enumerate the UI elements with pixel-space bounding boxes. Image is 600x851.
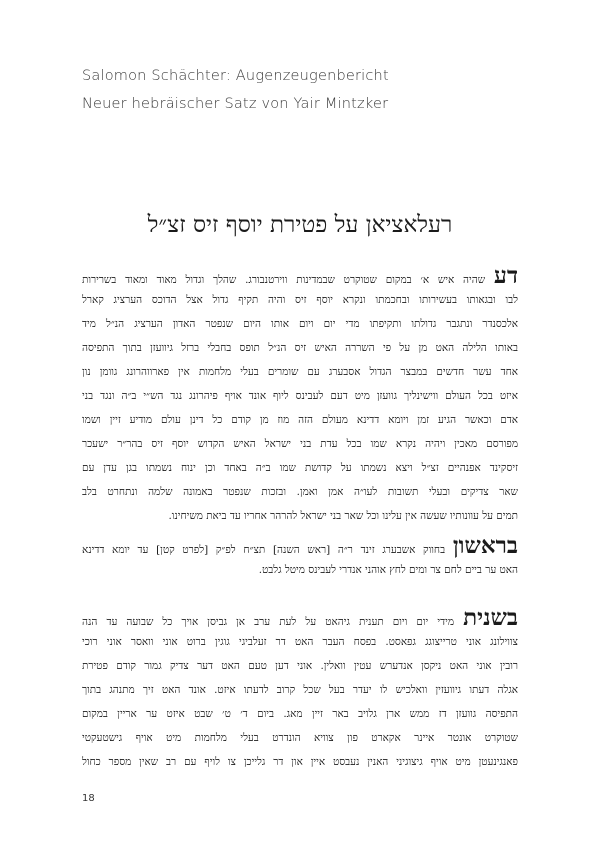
paragraph-1-line: באותו הלילה האט מן על פי השררה האיש זיס הנ״ל תופס בחבלי ברזל גיוועזן בתוך התפיסה	[82, 342, 518, 354]
paragraph-3	[82, 606, 518, 774]
paragraph-3-first-rest: מידי יום ויום תענית גיהאט על לעת ערב אן גביסן אויך כל שבועה עד הנה	[82, 616, 464, 628]
page-number: 18	[82, 793, 95, 804]
paragraph-3-line: פאנגינעטן מיט אויף גיצוגיני האנין נעבסט איין און דר גלייכן צו לויף עם רב שאין מספר כחול	[82, 756, 518, 768]
paragraph-1-line: מפורסם מאכין ויהיה נקרא שמו בכל עדת בני ישראל האיש הקדוש יוסף זיס בהר״ר ישעכר	[82, 438, 518, 450]
paragraph-2-line-last: האט ער ביים לחם צר ומים לחץ אוהני אנדרי לעבינס מיטל גלבט.	[258, 564, 518, 576]
paragraph-1-line: שאר צדיקים ובעלי תשובות לעו״ה אמן ואמן. ובזכות שנפטר באמונה שלמה ונתחרט בלב	[82, 486, 518, 498]
paragraph-3-line: אגלה דעתו גיוועזין וואלכיש לו יעדר בעל שכל קרוב לדעתו איזט. אונד האט זיך מתנהג בתוך	[82, 684, 518, 696]
paragraph-3-line: צווילונג אוני טרייצוגג גפאסט. בפסח העבר האט דר זעלביגי גוגין ברוט אוני וואסר אוני רוכי	[82, 636, 518, 648]
paragraph-1-line: איזט בכל העולם ווישינליך גוועזן מיט דעם לעבינס ליוף אונד אויף פיהרונג נגד הש״י ב״ה ונגד בני	[82, 390, 518, 402]
paragraph-3-line-first	[82, 606, 518, 630]
paragraph-1-line-last: תמים על עוונותיו שעשה אין עלינו וכל שאר בני ישראל להרהר אחריו עד ביאת משיחינו.	[168, 510, 518, 522]
paragraph-3-line: רובין אוני האט ניקסן אנדערש עטין וואלין. אוני דען טעם האט דער צדיק גמור קודם פטירת	[82, 660, 518, 672]
paragraph-3-lead-word: בשנית	[463, 606, 518, 630]
paragraph-1-line: לבו ובגאותו בעשירותו ובחכמתו ונקרא יוסף זיס והיה תקיף גדול אצל הדוכס הערציג קארל	[82, 294, 518, 306]
running-header	[82, 62, 389, 118]
paragraph-1-line: אלכסנדר ונתגבר גדולתו ותקיפתו מדי יום ויום אותו היום שנפטר האדון הערציג הנ״ל מיד	[82, 318, 518, 330]
section-title: רעלאציאן על פטירת יוסף זיס זצ״ל	[147, 212, 453, 238]
paragraph-3-line: שטוקרט אונטר איינר אקארט פון צוויא הונדרט בעלי מלחמות מיט אויף גישטעקטי	[82, 732, 518, 744]
paragraph-1-line: אדם וכאשר הגיע זמן ויומא דדינא מעולם הזה מוז מן קודם כל דינן עולם מודיע זיין ושמו	[82, 414, 518, 426]
paragraph-2-first-rest: בחווק אשבערג זינד ר״ה [ראש השנה] תצ״ח לפ״ק [לפרט קטן] עד יומא דדינא	[82, 544, 453, 556]
paragraph-2-lead-word: בראשון	[452, 534, 518, 558]
paragraph-2	[82, 534, 518, 582]
paragraph-3-line: התפיסה גוועזן דז ממש ארן גלויב באר זיין מאג. ביום ד׳ ט׳ שבט איזט ער אריין במקום	[82, 708, 518, 720]
paragraph-2-line-first	[82, 534, 518, 558]
paragraph-1-first-rest: שהיה איש א׳ במקום שטוקרט שבמדינות ווירטנבורג. שהלך וגדול מאוד ומאוד בשרירות	[82, 274, 494, 286]
paragraph-1-line: זיסקינד אפנהיים זצ״ל ויצא נשמתו על קדושת שמו ב״ה באחד וכן ינוח נשמתו בגן עדן עם	[82, 462, 518, 474]
paragraph-1	[82, 264, 518, 528]
header-line-1: Salomon Schächter: Augenzeugenbericht	[82, 68, 389, 84]
paragraph-1-lead-word: דע	[493, 264, 518, 288]
header-line-2: Neuer hebräischer Satz von Yair Mintzker	[82, 96, 389, 112]
paragraph-1-line: אחד עשר חדשים במבצר הגדול אסבערג עם שומרים בעלי מלחמות אין פארווהרונג גוומן נון	[82, 366, 518, 378]
paragraph-1-line-first	[82, 264, 518, 288]
